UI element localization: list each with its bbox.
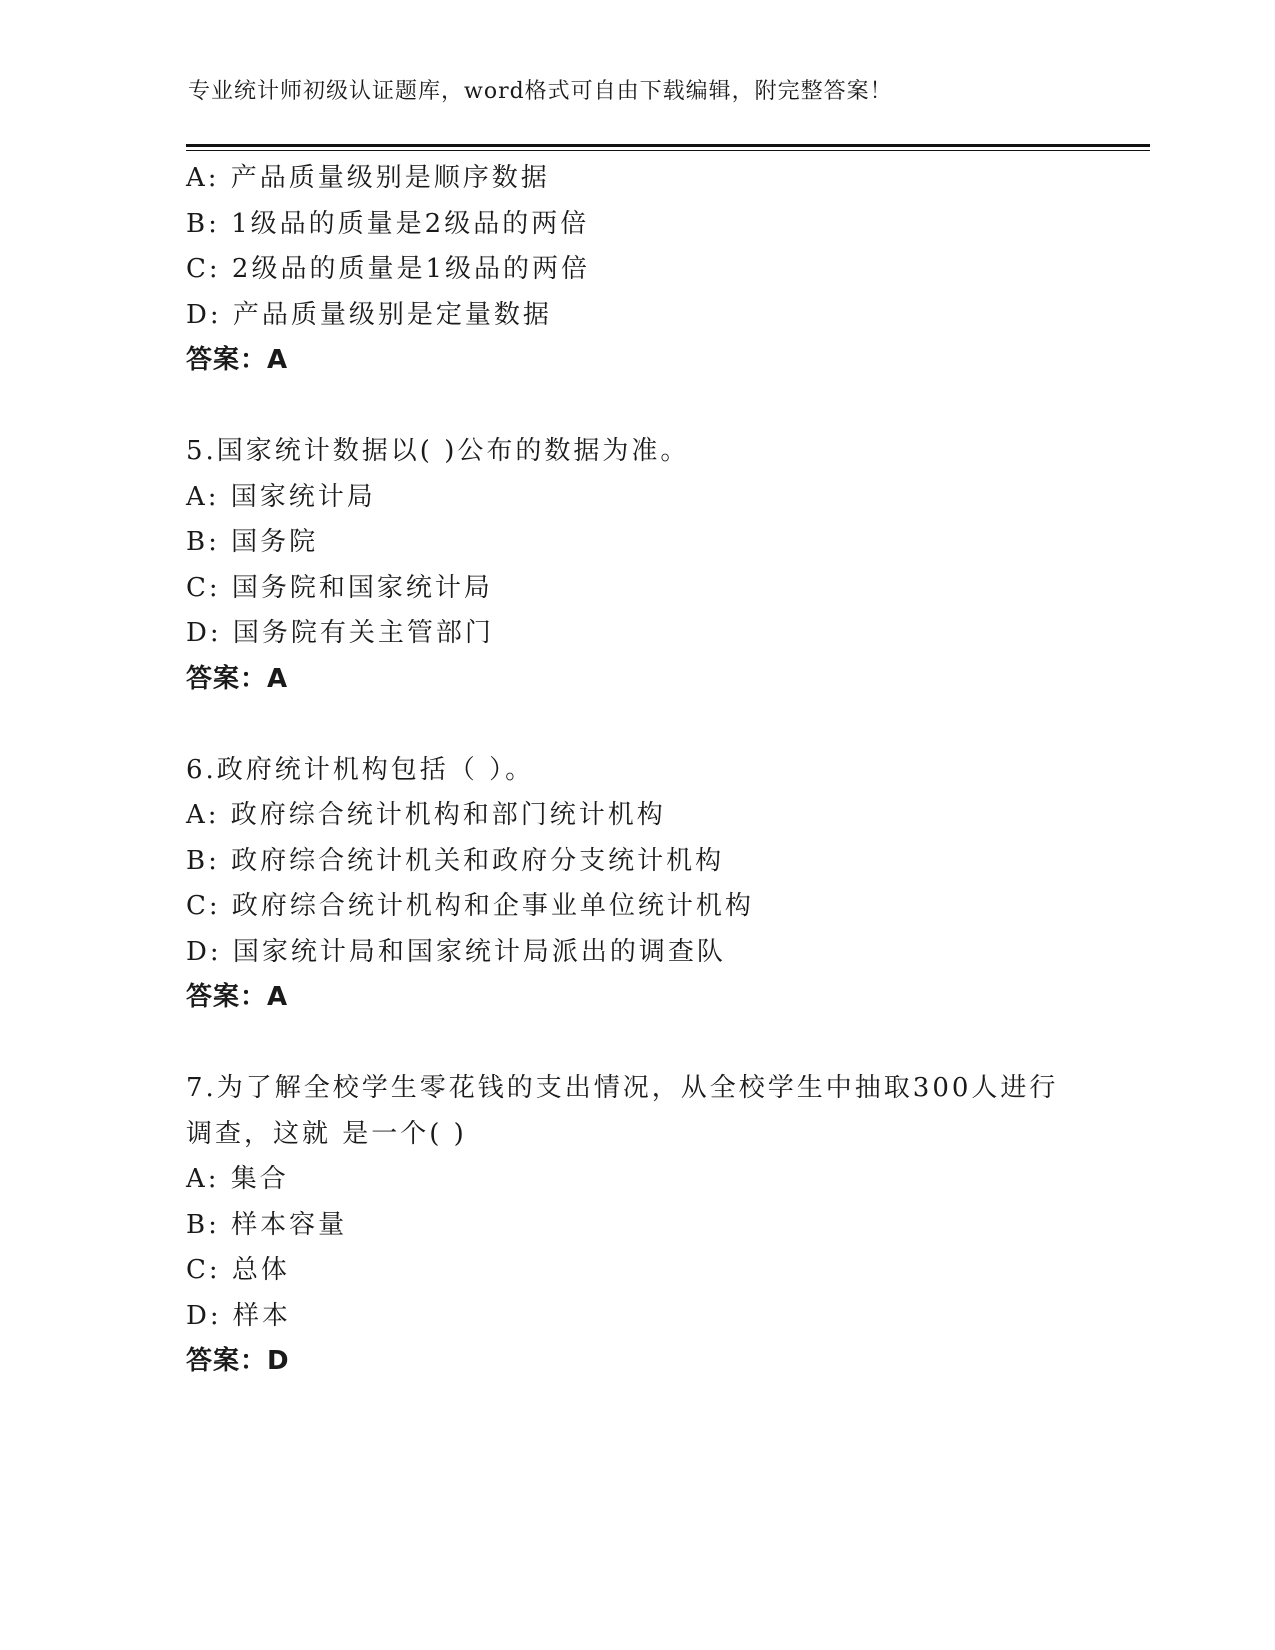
question-6	[186, 748, 1086, 1021]
option-d: D: 样本	[186, 1300, 291, 1331]
option-d: D: 国务院有关主管部门	[186, 618, 494, 648]
option-a: A: 集合	[186, 1164, 289, 1194]
spacer	[186, 702, 1086, 748]
question-4	[186, 156, 1086, 384]
option-c: C: 总体	[186, 1255, 290, 1285]
option-d: D: 产品质量级别是定量数据	[186, 299, 552, 330]
spacer	[186, 384, 1086, 430]
header-rule-thick	[186, 144, 1150, 147]
question-stem: 6.政府统计机构包括（ ）。	[186, 754, 535, 785]
option-b: B: 1级品的质量是2级品的两倍	[186, 208, 590, 239]
question-5	[186, 429, 1086, 702]
option-b: B: 样本容量	[186, 1209, 348, 1240]
question-stem-line-1: 7.为了解全校学生零花钱的支出情况，从全校学生中抽取300人进行	[186, 1073, 1059, 1103]
answer: 答案：D	[186, 1346, 290, 1376]
question-stem: 5.国家统计数据以( )公布的数据为准。	[186, 436, 690, 466]
option-c: C: 国务院和国家统计局	[186, 572, 493, 603]
option-d: D: 国家统计局和国家统计局派出的调查队	[186, 936, 726, 967]
answer: 答案：A	[186, 982, 289, 1012]
question-content	[186, 156, 1086, 1385]
option-a: A: 国家统计局	[186, 481, 376, 512]
page-header: 专业统计师初级认证题库，word格式可自由下载编辑，附完整答案！	[188, 79, 893, 104]
header-rule-thin	[186, 150, 1150, 151]
answer: 答案：A	[186, 663, 289, 694]
option-b: B: 政府综合统计机关和政府分支统计机构	[186, 845, 725, 876]
question-stem-line-2: 调查，这就 是一个( )	[186, 1118, 467, 1149]
option-a: A: 产品质量级别是顺序数据	[186, 163, 550, 193]
option-c: C: 政府综合统计机构和企事业单位统计机构	[186, 891, 754, 921]
option-a: A: 政府综合统计机构和部门统计机构	[186, 800, 666, 830]
answer: 答案：A	[186, 345, 289, 375]
option-c: C: 2级品的质量是1级品的两倍	[186, 254, 591, 284]
spacer	[186, 1021, 1086, 1067]
option-b: B: 国务院	[186, 527, 319, 557]
question-7	[186, 1066, 1086, 1385]
